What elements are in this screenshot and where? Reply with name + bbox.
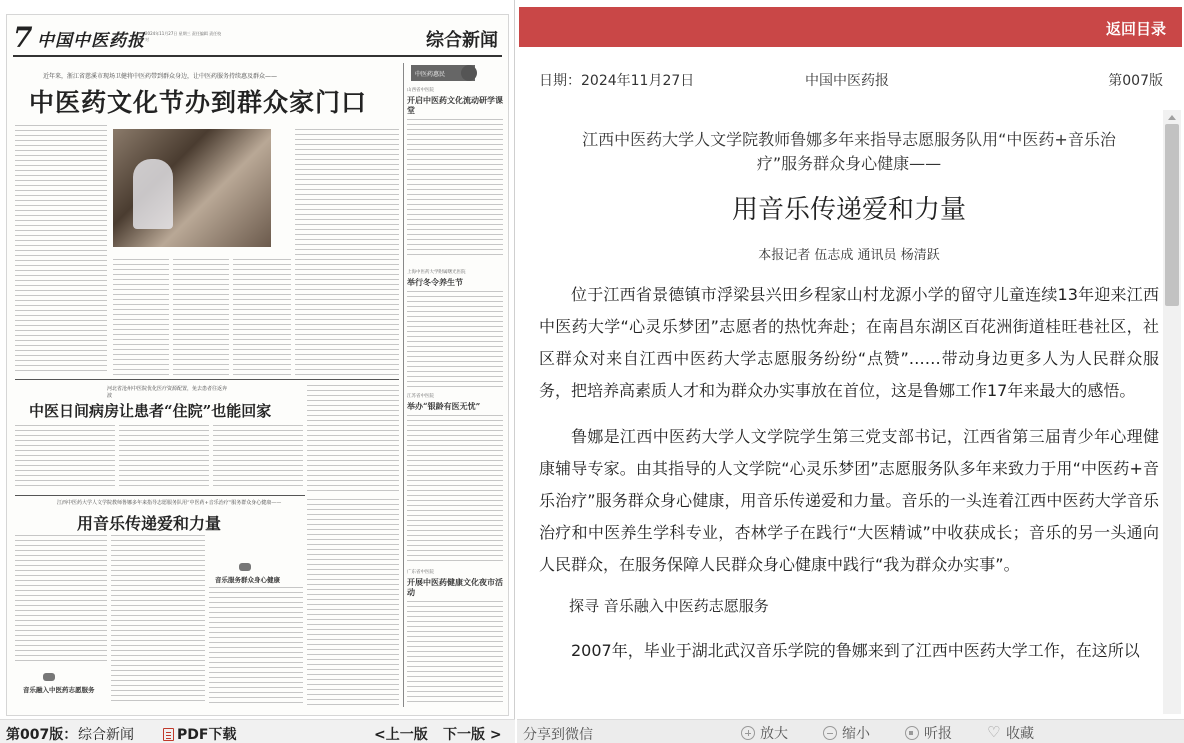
story2-kicker: 河北省沧州中医院优化医疗资源配置，免去患者往返奔波 [107, 386, 228, 399]
sidebar-text [407, 119, 503, 259]
zoom-in-label: 放大 [760, 726, 788, 742]
pdf-download-link[interactable] [163, 724, 236, 743]
sidebar-source: 江苏省中医院 [407, 394, 434, 399]
sidebar-column-label: 中医药惠民 [415, 71, 446, 78]
story3-subhead2: 音乐服务群众身心健康 [215, 576, 280, 584]
story2-text [15, 425, 115, 489]
article-byline: 本报记者 伍志成 通讯员 杨清跃 [758, 248, 940, 263]
article-title: 用音乐传递爱和力量 [731, 195, 966, 225]
story2-text-col3 [213, 425, 303, 489]
sidebar-text [407, 415, 503, 565]
sidebar-source: 山西省中医院 [407, 88, 434, 93]
column-rule [403, 63, 404, 707]
sidebar-source: 广东省中医院 [407, 570, 434, 575]
scroll-up-icon[interactable] [1168, 115, 1176, 120]
favorite-label: 收藏 [1006, 726, 1034, 742]
cross-icon [461, 65, 477, 81]
article-subhead: 探寻 音乐融入中医药志愿服务 [569, 597, 769, 615]
article-date: 日期：2024年11月27日 [539, 73, 695, 89]
plus-icon [741, 726, 755, 740]
share-wechat-button[interactable]: 分享到微信 [523, 727, 593, 743]
edition-number: 7 [13, 21, 33, 54]
story1-text-col2 [113, 259, 169, 375]
article-paper: 中国中医药报 [805, 73, 889, 89]
article-paragraph: 鲁娜是江西中医药大学人文学院学生第三党支部书记，江西省第三届青少年心理健康辅导专家。由其指导的人文学院“心灵乐梦团”志愿服务队多年来致力于用“中医药+音乐治疗”服务群众身心健康，用音乐传递爱和力量。音乐的一头连着江西中医药大学音乐治疗和中医养生学科专业，杏林学子在践行“大医精诚”中收获成长；音乐的另一头通向人民群众，在服务保障人民群众身心健康中践行“我为群众办实事”。 [539, 427, 1159, 574]
top-bar [519, 7, 1182, 47]
divider [15, 495, 305, 496]
story1-photo [113, 129, 271, 247]
sidebar-text [407, 601, 503, 705]
article-lead-title: 江西中医药大学人文学院教师鲁娜多年来指导志愿服务队用“中医药+音乐治疗”服务群众身心健康—— [582, 130, 1116, 173]
article-page: 第007版 [1108, 73, 1163, 89]
subhead-icon [43, 673, 55, 681]
sidebar-title[interactable]: 开启中医药文化流动研学课堂 [407, 95, 503, 115]
listen-button[interactable] [905, 723, 952, 743]
story3-text-col4 [307, 499, 399, 705]
story3-kicker: 江西中医药大学人文学院教师鲁娜多年来指导志愿服务队用“中医药+音乐治疗”服务群众身心健康—— [57, 500, 282, 506]
article-paragraph: 2007年，毕业于湖北武汉音乐学院的鲁娜来到了江西中医药大学工作，在这所以 [571, 641, 1140, 660]
speaker-icon [905, 726, 919, 740]
article-meta [539, 70, 1163, 90]
story3-text-col2 [111, 535, 205, 705]
sidebar-title[interactable]: 举办“银龄有医无忧” [407, 401, 481, 411]
story2-headline[interactable]: 中医日间病房让患者“住院”也能回家 [29, 402, 272, 420]
paper-name: 中国中医药报 [37, 31, 145, 51]
newspaper-page[interactable] [6, 14, 509, 716]
masthead [13, 21, 502, 57]
edition-value: 综合新闻 [78, 727, 134, 743]
article-paragraph: 位于江西省景德镇市浮梁县兴田乡程家山村龙源小学的留守儿童连续13年迎来江西中医药大学“心灵乐梦团”志愿者的热忱奔赴；在南昌东湖区百花洲街道桂旺巷社区，社区群众对来自江西中医药大学志愿服务纷纷“点赞”……带动身边更多人为人民群众服务，把培养高素质人才和为群众办实事放在首位，这是鲁娜工作17年来最大的感悟。 [539, 285, 1159, 400]
listen-label: 听报 [924, 726, 952, 742]
edition-label: 第007版： [6, 727, 78, 743]
pdf-download-label: PDF下载 [177, 727, 237, 743]
story1-text [15, 125, 107, 375]
back-to-index-button[interactable]: 返回目录 [1105, 20, 1166, 38]
story1-headline[interactable]: 中医药文化节办到群众家门口 [29, 88, 368, 117]
article-toolbar [517, 719, 1184, 743]
sidebar-title[interactable]: 开展中医药健康文化夜市活动 [407, 577, 503, 597]
zoom-out-label: 缩小 [842, 726, 870, 742]
story1-text-col3 [173, 259, 229, 375]
story2-text-col2 [119, 425, 209, 489]
story3-subhead1: 音乐融入中医药志愿服务 [23, 686, 95, 694]
story3-text [15, 535, 107, 665]
masthead-meta: 2024年11月27日 星期三 责任编辑 责任校对 [145, 31, 222, 42]
subhead-icon [239, 563, 251, 571]
sidebar-source: 上海中医药大学附属曙光医院 [407, 270, 466, 275]
sidebar-title[interactable]: 举行冬令养生节 [407, 277, 463, 287]
section-name: 综合新闻 [426, 30, 498, 51]
sidebar-text [407, 291, 503, 391]
minus-icon [823, 726, 837, 740]
heart-icon [987, 726, 1001, 740]
scrollbar[interactable] [1163, 110, 1181, 714]
newspaper-panel [0, 0, 515, 743]
page-toolbar [0, 719, 515, 743]
pdf-icon [163, 728, 174, 741]
next-page-link[interactable]: 下一版 > [443, 727, 502, 743]
article-panel [517, 0, 1184, 743]
scrollbar-thumb[interactable] [1165, 124, 1179, 306]
story1-text-col4 [233, 259, 291, 375]
story1-text-col5 [295, 129, 399, 379]
favorite-button[interactable] [987, 723, 1034, 743]
zoom-out-button[interactable] [823, 723, 870, 743]
story3-text-col3 [209, 587, 303, 705]
zoom-in-button[interactable] [741, 723, 788, 743]
story1-kicker: 近年来，浙江省慈溪市现场卫健将中医药带到群众身边，让中医药服务持续惠及群众—— [43, 73, 278, 80]
article-body[interactable] [539, 112, 1159, 716]
prev-page-link[interactable]: <上一版 [374, 727, 428, 743]
story3-headline[interactable]: 用音乐传递爱和力量 [77, 514, 222, 533]
divider [15, 379, 399, 380]
story2-text-col4 [307, 385, 399, 495]
